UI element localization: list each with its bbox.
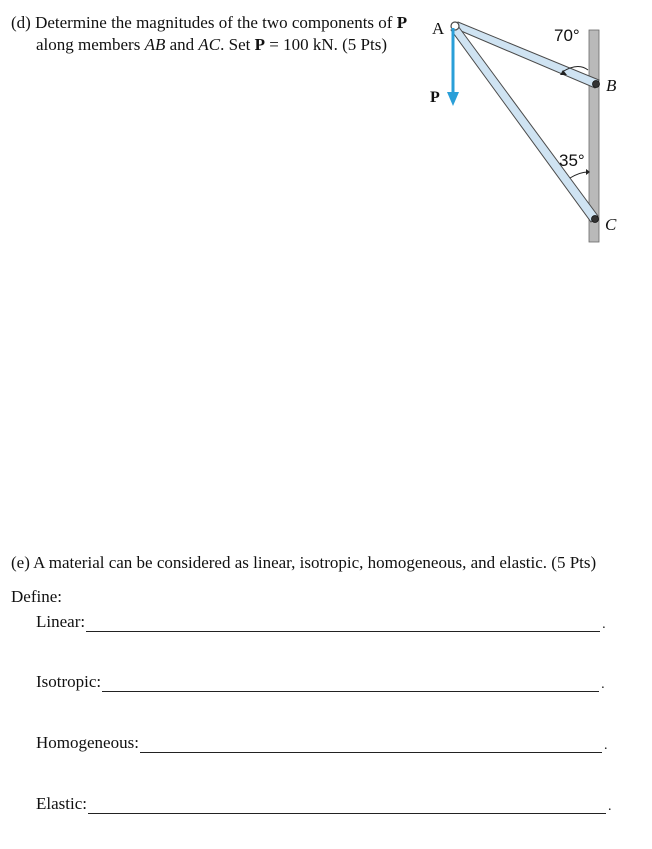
- angle-label-35: 35°: [559, 151, 585, 170]
- field-homogeneous[interactable]: [36, 729, 607, 753]
- define-label: Define:: [11, 587, 62, 606]
- label-a: A: [432, 19, 445, 38]
- field-end-dot: .: [603, 738, 608, 753]
- member-ab: AB: [144, 35, 166, 54]
- field-linear[interactable]: [36, 608, 606, 632]
- field-isotropic[interactable]: [36, 668, 605, 692]
- angle-label-70: 70°: [554, 26, 580, 45]
- answer-line-homogeneous[interactable]: [140, 734, 602, 753]
- member-ac: AC: [198, 35, 221, 54]
- p-symbol: P: [396, 13, 408, 32]
- p-symbol-2: P: [254, 35, 266, 54]
- question-d-line2: along members AB and AC. Set P = 100 kN. (5 Pts): [36, 35, 388, 54]
- field-label-homogeneous: Homogeneous:: [36, 733, 139, 752]
- label-b: B: [606, 76, 617, 95]
- angle-arc-bottom: [570, 172, 588, 178]
- pin-b: [593, 81, 600, 88]
- question-d-line1: (d) Determine the magnitudes of the two components of P: [11, 13, 408, 32]
- truss-figure: [420, 14, 640, 244]
- pin-c: [592, 216, 599, 223]
- field-label-isotropic: Isotropic:: [36, 672, 102, 691]
- field-end-dot: .: [601, 677, 605, 692]
- force-p-arrowhead: [447, 92, 459, 106]
- field-end-dot: .: [607, 799, 612, 814]
- field-end-dot: .: [602, 617, 606, 632]
- question-e-text: (e) A material can be considered as linear, isotropic, homogeneous, and elastic. (5 Pts): [11, 553, 597, 572]
- label-p: P: [430, 89, 440, 106]
- question-d-text: [11, 12, 421, 56]
- answer-line-linear[interactable]: [86, 613, 600, 632]
- field-label-linear: Linear:: [36, 612, 86, 631]
- answer-line-isotropic[interactable]: [102, 673, 599, 692]
- answer-line-elastic[interactable]: [88, 795, 606, 814]
- field-label-elastic: Elastic:: [36, 794, 87, 813]
- label-c: C: [605, 215, 617, 234]
- field-elastic[interactable]: [36, 790, 611, 814]
